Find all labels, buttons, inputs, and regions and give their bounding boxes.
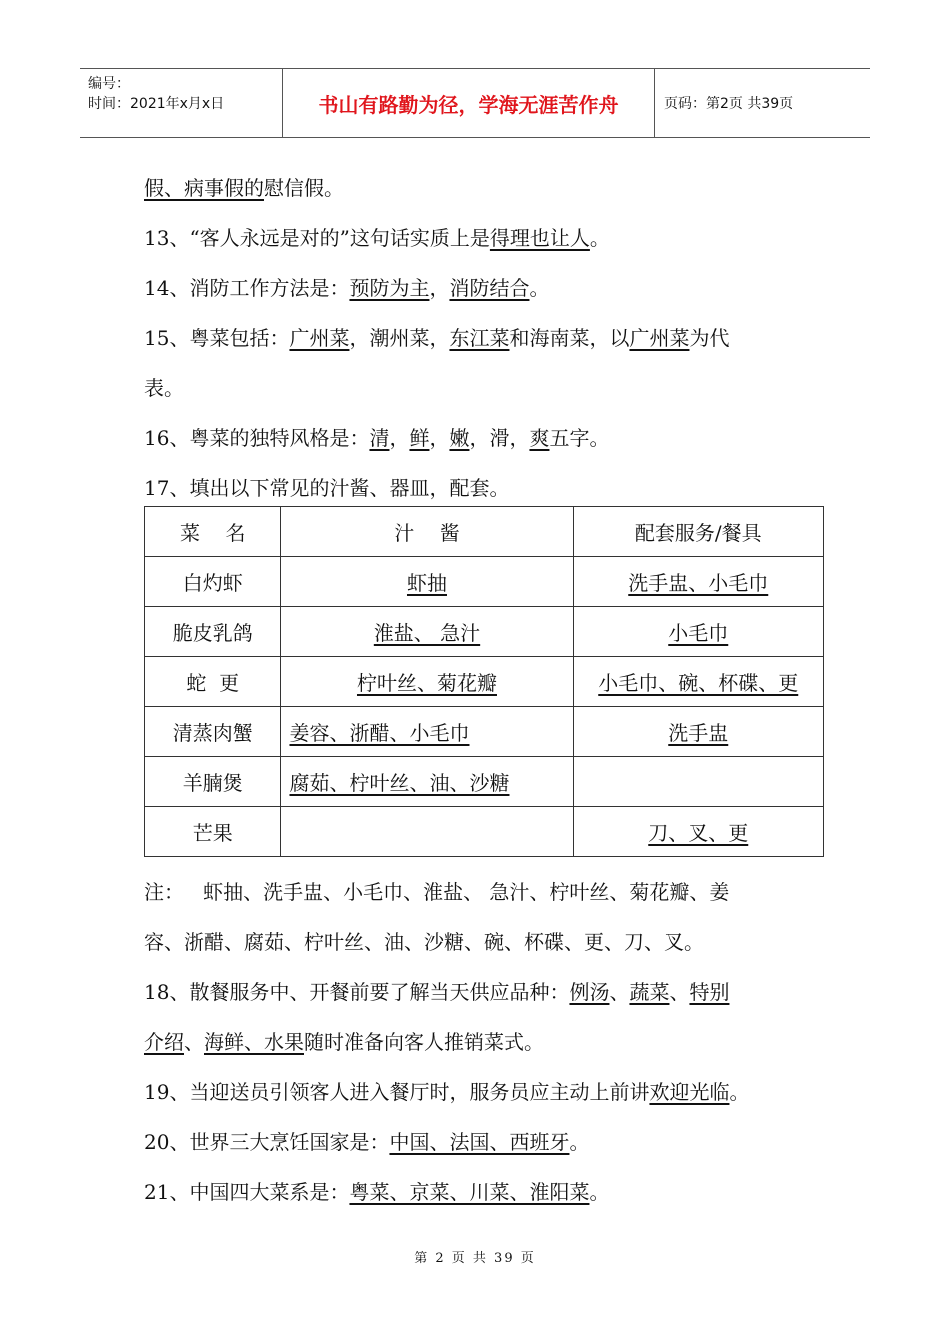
dish-cell: 脆皮乳鸽	[145, 607, 281, 657]
item-21: 21、中国四大菜系是：粤菜、京菜、川菜、淮阳菜。	[144, 1180, 610, 1204]
header-motto: 书山有路勤为径，学海无涯苦作舟	[318, 92, 619, 117]
sauce-cell: 淮盐、 急汁	[281, 607, 573, 657]
header-dish: 菜 名	[145, 507, 281, 557]
sauce-cell: 虾抽	[281, 557, 573, 607]
item-19: 19、当迎送员引领客人进入餐厅时，服务员应主动上前讲欢迎光临。	[144, 1080, 750, 1104]
sauce-cell: 柠叶丝、菊花瓣	[281, 657, 573, 707]
item-18: 18、散餐服务中、开餐前要了解当天供应品种：例汤、蔬菜、特别	[144, 980, 730, 1004]
table-row	[145, 757, 824, 807]
item-17: 17、填出以下常见的汁酱、器皿，配套。	[144, 476, 510, 500]
dish-table	[144, 506, 824, 857]
dish-cell: 白灼虾	[145, 557, 281, 607]
sauce-cell: 腐茹、柠叶丝、油、沙糖	[281, 757, 573, 807]
service-cell: 小毛巾	[573, 607, 824, 657]
item-13: 13、“客人永远是对的”这句话实质上是得理也让人。	[144, 226, 610, 250]
item-15: 15、粤菜包括：广州菜，潮州菜，东江菜和海南菜，以广州菜为代	[144, 326, 730, 350]
table-header-row	[145, 507, 824, 557]
dish-cell: 芒果	[145, 807, 281, 857]
table-row	[145, 707, 824, 757]
table-row	[145, 807, 824, 857]
item-12-continued: 假、病事假的慰信假。	[144, 176, 344, 200]
item-14: 14、消防工作方法是：预防为主，消防结合。	[144, 276, 550, 300]
page-footer: 第 2 页 共 39 页	[414, 1251, 536, 1266]
table-row	[145, 607, 824, 657]
service-cell: 洗手盅	[573, 707, 824, 757]
service-cell: 洗手盅、小毛巾	[573, 557, 824, 607]
sauce-cell: 姜容、浙醋、小毛巾	[281, 707, 573, 757]
page-header	[80, 68, 870, 138]
header-service: 配套服务/餐具	[573, 507, 824, 557]
table-row	[145, 657, 824, 707]
note-line-2: 容、浙醋、腐茹、柠叶丝、油、沙糖、碗、杯碟、更、刀、叉。	[144, 930, 704, 954]
item-18-continued: 介绍、海鲜、水果随时准备向客人推销菜式。	[144, 1030, 544, 1054]
header-page-label: 页码：第2页 共39页	[664, 96, 794, 112]
item-15-continued: 表。	[144, 376, 184, 400]
dish-cell: 羊腩煲	[145, 757, 281, 807]
service-cell: 小毛巾、碗、杯碟、更	[573, 657, 824, 707]
table-row	[145, 557, 824, 607]
service-cell	[573, 757, 824, 807]
header-time-label: 时间：2021年x月x日	[88, 96, 225, 112]
item-16: 16、粤菜的独特风格是：清，鲜，嫩，滑，爽五字。	[144, 426, 610, 450]
dish-cell: 蛇 更	[145, 657, 281, 707]
header-divider	[654, 69, 655, 137]
header-sauce: 汁 酱	[281, 507, 573, 557]
note-line-1: 注： 虾抽、洗手盅、小毛巾、淮盐、 急汁、柠叶丝、菊花瓣、姜	[144, 880, 730, 904]
item-20: 20、世界三大烹饪国家是：中国、法国、西班牙。	[144, 1130, 590, 1154]
service-cell: 刀、叉、更	[573, 807, 824, 857]
header-number-label: 编号：	[88, 76, 130, 92]
header-meta	[80, 69, 282, 137]
sauce-cell	[281, 807, 573, 857]
dish-cell: 清蒸肉蟹	[145, 707, 281, 757]
